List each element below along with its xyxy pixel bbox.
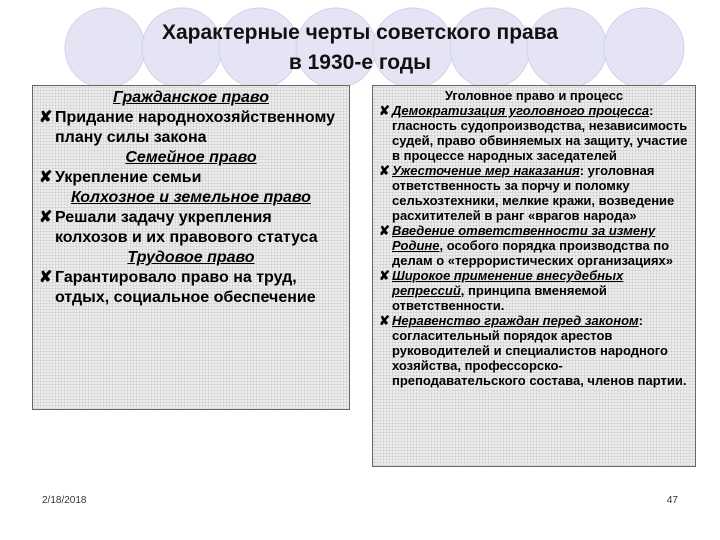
criminal-law-item (379, 163, 689, 223)
criminal-law-box (372, 85, 696, 467)
item-emphasis: Ужесточение мер наказания (392, 163, 580, 178)
cross-bullet-icon: ✘ (379, 313, 390, 328)
item-text: , принципа вменяемой ответственности. (392, 283, 607, 313)
kolkhoz-law-item (39, 208, 343, 248)
item-emphasis: Введение ответственности за измену Родине (392, 223, 656, 253)
kolkhoz-law-text: Решали задачу укрепления колхозов и их правового статуса (55, 209, 318, 246)
law-branches-box (32, 85, 350, 410)
cross-bullet-icon: ✘ (379, 223, 390, 238)
slide-title (80, 18, 640, 78)
family-law-text: Укрепление семьи (55, 169, 202, 186)
cross-bullet-icon: ✘ (379, 163, 390, 178)
title-line-2: в 1930-е годы (288, 51, 432, 74)
slide-date: 2/18/2018 (42, 495, 87, 506)
labor-law-text: Гарантировало право на труд, отдых, социальное обеспечение (55, 269, 316, 306)
item-emphasis: Демократизация уголовного процесса (392, 103, 650, 118)
item-emphasis: Неравенство граждан перед законом (392, 313, 639, 328)
criminal-law-item (379, 103, 689, 163)
heading-civil-law: Гражданское право (113, 89, 269, 106)
cross-bullet-icon: ✘ (39, 209, 53, 226)
labor-law-item (39, 268, 343, 308)
item-emphasis: Широкое применение внесудебных репрессий (392, 268, 624, 298)
item-text: : согласительный порядок арестов руководителей и специалистов народного хозяйства, профессорско-преподавательского состава, членов партии. (392, 313, 687, 388)
heading-kolkhoz-law: Колхозное и земельное право (71, 189, 311, 206)
cross-bullet-icon: ✘ (39, 169, 53, 186)
item-text: : гласность судопроизводства, независимость судей, право обвиняемых на защиту, участие в процессе народных заседателей (392, 103, 688, 163)
heading-family-law: Семейное право (125, 149, 257, 166)
item-text: , особого порядка производства по делам о «террористических организациях» (392, 238, 674, 268)
family-law-item (39, 168, 343, 188)
civil-law-item (39, 108, 343, 148)
cross-bullet-icon: ✘ (39, 109, 53, 126)
cross-bullet-icon: ✘ (39, 269, 53, 286)
cross-bullet-icon: ✘ (379, 268, 390, 283)
civil-law-text: Придание народнохозяйственному плану силы закона (55, 109, 335, 146)
page-number: 47 (666, 495, 678, 506)
cross-bullet-icon: ✘ (379, 103, 390, 118)
criminal-law-item (379, 268, 689, 313)
title-line-1: Характерные черты советского права (161, 21, 559, 44)
heading-criminal-law: Уголовное право и процесс (444, 88, 624, 103)
item-text: : уголовная ответственность за порчу и поломку сельхозтехники, мелкие кражи, возведение расхитителей в ранг «врагов народа» (392, 163, 675, 223)
criminal-law-item (379, 223, 689, 268)
criminal-law-item (379, 313, 689, 388)
heading-labor-law: Трудовое право (127, 249, 255, 266)
